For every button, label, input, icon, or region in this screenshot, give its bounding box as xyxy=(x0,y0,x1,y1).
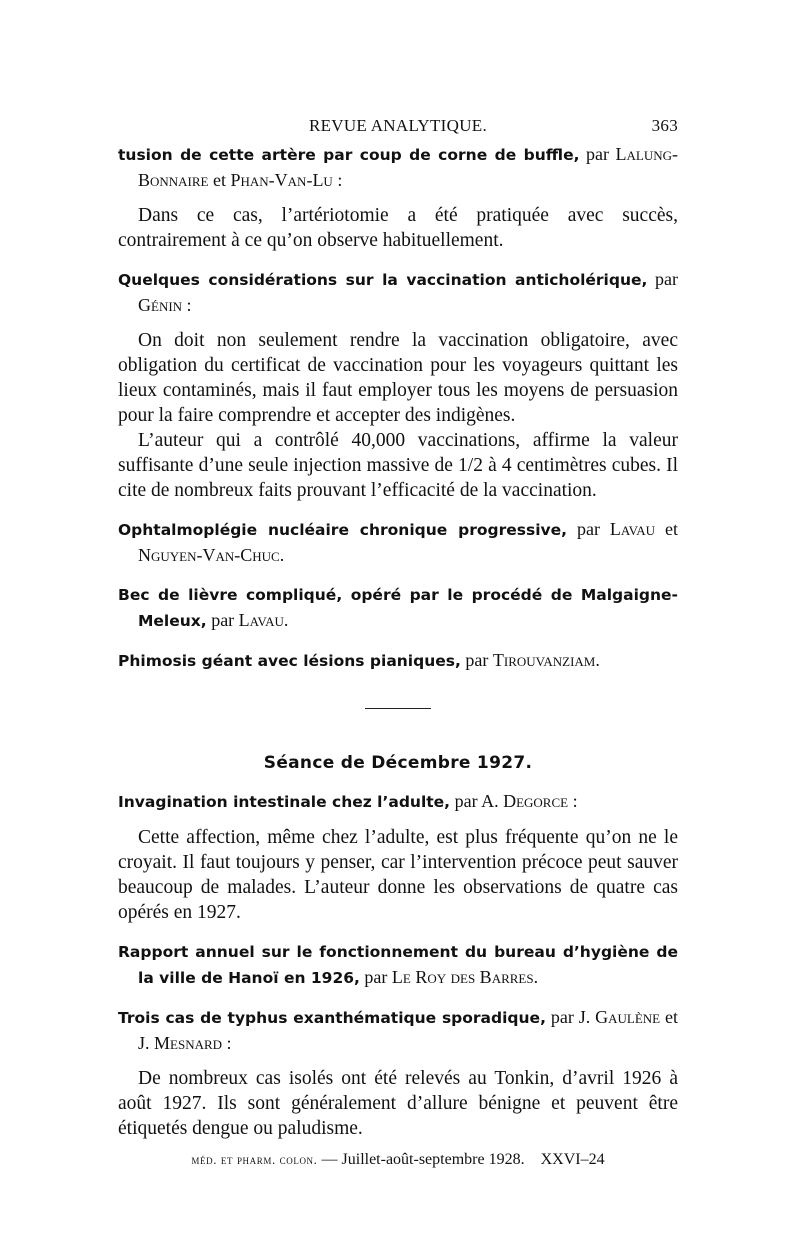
author-name: Lavau xyxy=(238,610,284,630)
author-name: Gaulène xyxy=(595,1007,661,1027)
abstract-entry xyxy=(118,267,678,503)
entry-heading: Ophtalmoplégie nucléaire chronique progressive, par Lavau et Nguyen-Van-Chuc. xyxy=(118,519,678,565)
document-page xyxy=(118,116,678,1169)
author-name: Génin xyxy=(138,295,183,315)
entry-heading: tusion de cette artère par coup de corne de buffle, par Lalung-Bonnaire et Phan-Van-Lu : xyxy=(118,144,679,190)
entry-title: Phimosis géant avec lésions pianiques, xyxy=(118,652,461,670)
entry-heading: Rapport annuel sur le fonctionnement du bureau d’hygiène de la ville de Hanoï en 1926, par Le Roy des Barres. xyxy=(118,943,678,987)
author-name: Le Roy des Barres xyxy=(391,967,534,987)
abstract-entry xyxy=(118,1005,678,1141)
author-name: Nguyen-Van-Chuc xyxy=(138,545,280,565)
author-name: Phan-Van-Lu xyxy=(230,170,333,190)
author-name: Degorce xyxy=(503,791,569,811)
entry-title: Trois cas de typhus exanthématique sporadique, xyxy=(118,1009,546,1027)
abstract-entry xyxy=(118,142,678,253)
entry-heading: Trois cas de typhus exanthématique sporadique, par J. Gaulène et J. Mesnard : xyxy=(118,1007,679,1053)
entry-title: Quelques considérations sur la vaccination anticholérique, xyxy=(118,271,648,289)
entry-body: Cette affection, même chez l’adulte, est plus fréquente qu’on ne le croyait. Il faut toujours y penser, car l’intervention précoce peut sauver beaucoup de malades. L’auteur donne les observations de quatre cas opérés en 1927. xyxy=(118,827,678,923)
entry-title: Invagination intestinale chez l’adulte, xyxy=(118,793,451,811)
signature-mark: XXVI–24 xyxy=(540,1151,605,1168)
entry-heading: Bec de lièvre compliqué, opéré par le procédé de Malgaigne-Meleux, par Lavau. xyxy=(118,586,678,630)
entry-body: Dans ce cas, l’artériotomie a été pratiquée avec succès, contrairement à ce qu’on observe habituellement. xyxy=(118,205,678,251)
abstract-entry xyxy=(118,939,678,991)
entry-body: L’auteur qui a contrôlé 40,000 vaccinations, affirme la valeur suffisante d’une seule injection massive de 1/2 à 4 centimètres cubes. Il cite de nombreux faits prouvant l’efficacité de la vaccination. xyxy=(118,430,678,501)
abstract-entry xyxy=(118,517,678,568)
entry-heading: Quelques considérations sur la vaccination anticholérique, par Génin : xyxy=(118,269,678,315)
author-name: Tirouvanziam xyxy=(492,650,596,670)
abstract-entry xyxy=(118,582,678,634)
entry-heading: Phimosis géant avec lésions pianiques, par Tirouvanziam. xyxy=(118,650,600,670)
section-divider xyxy=(365,708,431,709)
author-name: Mesnard xyxy=(154,1033,223,1053)
entry-heading: Invagination intestinale chez l’adulte, par A. Degorce : xyxy=(118,791,578,811)
author-name: Lavau xyxy=(609,519,656,539)
running-title: REVUE ANALYTIQUE. xyxy=(308,116,488,135)
entry-body: De nombreux cas isolés ont été relevés au Tonkin, d’avril 1926 à août 1927. Ils sont généralement d’allure bénigne et peuvent être étiquetés dengue ou paludisme. xyxy=(118,1068,678,1139)
running-header xyxy=(118,116,678,142)
abstract-entry xyxy=(118,648,678,674)
entry-title: tusion de cette artère par coup de corne de buffle, xyxy=(118,146,580,164)
entry-title: Rapport annuel sur le fonctionnement du bureau d’hygiène de la ville de Hanoï en 1926, xyxy=(118,943,678,987)
entry-body: On doit non seulement rendre la vaccination obligatoire, avec obligation du certificat de vaccination pour les voyageurs quittant les lieux contaminés, mais il faut employer tous les moyens de persuasion pour la faire comprendre et accepter des indigènes. xyxy=(118,330,678,426)
entry-title: Ophtalmoplégie nucléaire chronique progressive, xyxy=(118,521,568,539)
page-number: 363 xyxy=(651,116,678,135)
page-footer: méd. et pharm. colon. — Juillet-août-septembre 1928. XXVI–24 xyxy=(191,1151,605,1168)
section-title: Séance de Décembre 1927. xyxy=(263,753,533,773)
entry-title: Bec de lièvre compliqué, opéré par le procédé de Malgaigne-Meleux, xyxy=(118,586,678,630)
journal-name: méd. et pharm. colon. xyxy=(191,1152,318,1167)
issue-date: Juillet-août-septembre 1928. xyxy=(341,1151,525,1168)
author-name: Lalung-Bonnaire xyxy=(138,144,679,190)
abstract-entry xyxy=(118,789,678,925)
